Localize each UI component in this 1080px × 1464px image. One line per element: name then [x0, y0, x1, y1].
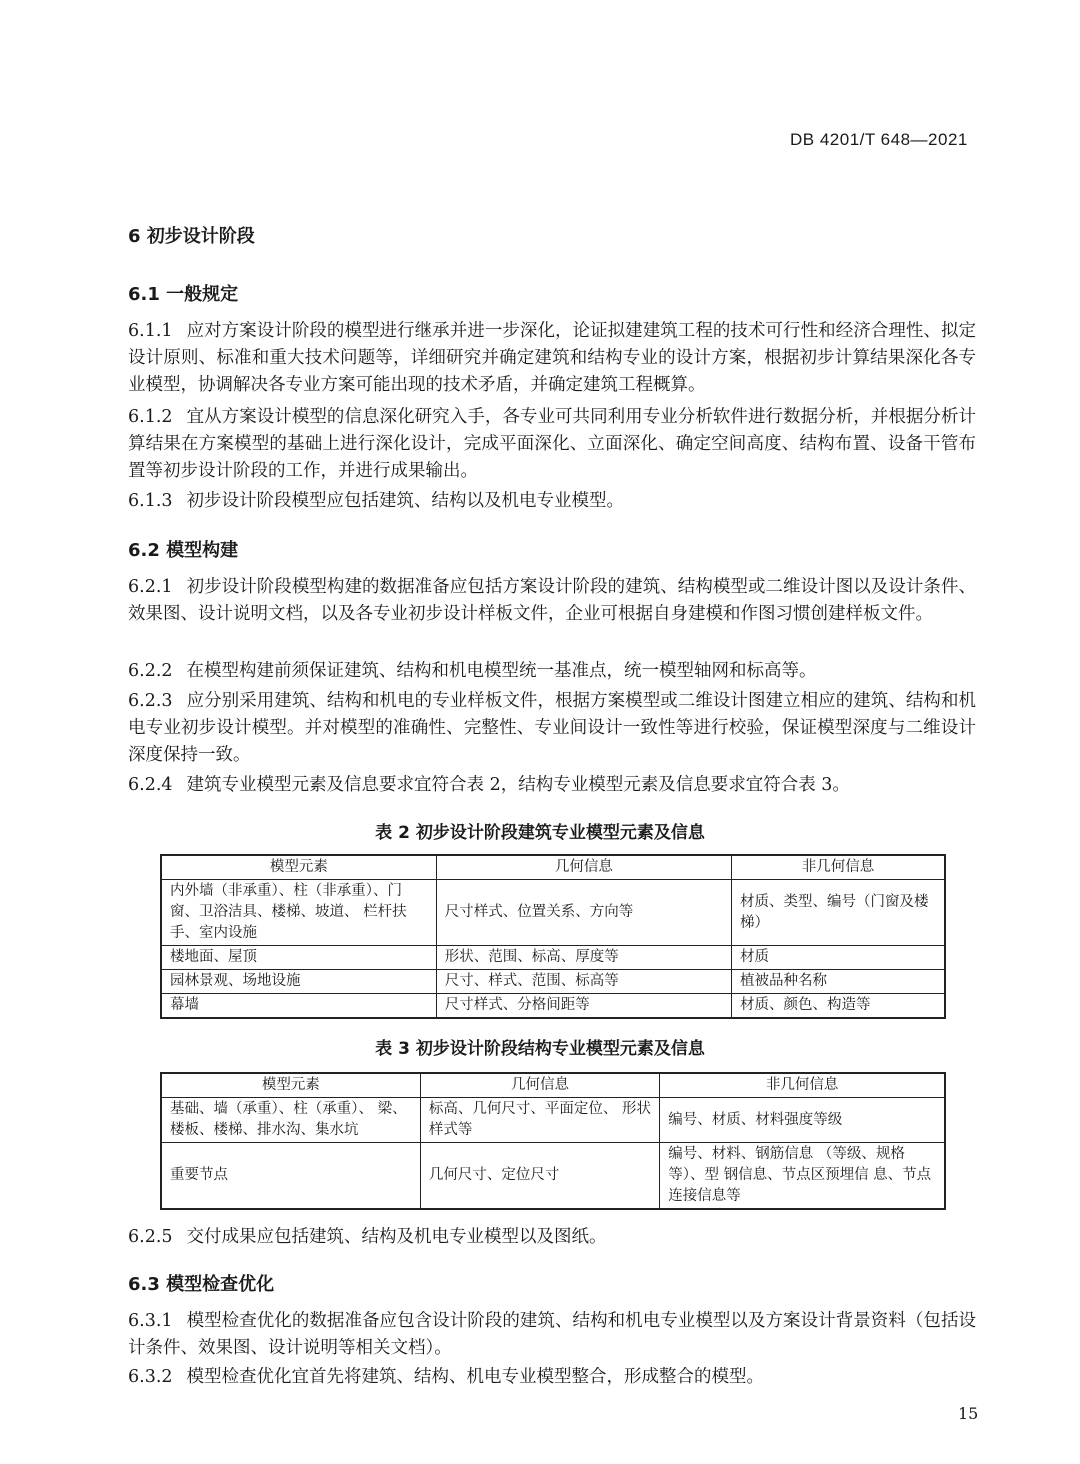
table-cell: 尺寸样式、位置关系、方向等 [436, 880, 731, 946]
column-header: 非几何信息 [660, 1073, 945, 1098]
table-cell: 尺寸样式、分格间距等 [436, 994, 731, 1019]
clause-number: 6.1.3 [128, 491, 173, 511]
table-cell: 形状、范围、标高、厚度等 [436, 946, 731, 970]
clause-text: 初步设计阶段模型构建的数据准备应包括方案设计阶段的建筑、结构模型或二维设计图以及设计条件、效果图、设计说明文档，以及各专业初步设计样板文件，企业可根据自身建模和作图习惯创建样板文件。 [128, 577, 976, 624]
clause-6-2-5 [128, 1224, 976, 1251]
clause-text: 初步设计阶段模型应包括建筑、结构以及机电专业模型。 [186, 491, 625, 511]
column-header: 几何信息 [420, 1073, 659, 1098]
table-cell: 编号、材料、钢筋信息 （等级、规格等）、型 钢信息、节点区预埋信 息、节点连接信息等 [660, 1143, 945, 1210]
clause-6-1-1 [128, 318, 976, 399]
clause-6-2-4 [128, 772, 976, 799]
document-code: DB 4201/T 648—2021 [790, 130, 968, 149]
column-header: 非几何信息 [732, 855, 946, 880]
clause-number: 6.3.1 [128, 1311, 173, 1331]
clause-number: 6.2.2 [128, 661, 173, 681]
column-header: 模型元素 [161, 1073, 420, 1098]
table-header-row [161, 1073, 945, 1098]
clause-6-3-2 [128, 1364, 976, 1391]
table-cell: 基础、墙（承重）、柱（承重）、 梁、楼板、楼梯、排水沟、集水坑 [161, 1098, 420, 1143]
table-cell: 材质、颜色、构造等 [732, 994, 946, 1019]
column-header: 几何信息 [436, 855, 731, 880]
table-cell: 材质 [732, 946, 946, 970]
clause-text: 在模型构建前须保证建筑、结构和机电模型统一基准点，统一模型轴网和标高等。 [186, 661, 817, 681]
clause-text: 模型检查优化宜首先将建筑、结构、机电专业模型整合，形成整合的模型。 [186, 1367, 765, 1387]
table-3 [160, 1072, 946, 1210]
table-row [161, 970, 945, 994]
clause-text: 模型检查优化的数据准备应包含设计阶段的建筑、结构和机电专业模型以及方案设计背景资料（包括设计条件、效果图、设计说明等相关文档）。 [128, 1311, 976, 1358]
table-cell: 内外墙（非承重）、柱（非承重）、门窗、卫浴洁具、楼梯、坡道、 栏杆扶手、室内设施 [161, 880, 436, 946]
table-cell: 幕墙 [161, 994, 436, 1019]
table-cell: 编号、材质、材料强度等级 [660, 1098, 945, 1143]
clause-6-3-1 [128, 1308, 976, 1362]
clause-text: 交付成果应包括建筑、结构及机电专业模型以及图纸。 [186, 1227, 607, 1247]
table-cell: 园林景观、场地设施 [161, 970, 436, 994]
clause-6-2-3 [128, 688, 976, 769]
section-heading-6: 6 初步设计阶段 [128, 226, 255, 247]
clause-6-1-2 [128, 404, 976, 485]
clause-number: 6.2.1 [128, 577, 173, 597]
clause-text: 宜从方案设计模型的信息深化研究入手，各专业可共同利用专业分析软件进行数据分析，并根据分析计算结果在方案模型的基础上进行深化设计，完成平面深化、立面深化、确定空间高度、结构布置、设备干管布置等初步设计阶段的工作，并进行成果输出。 [128, 407, 976, 481]
table-cell: 重要节点 [161, 1143, 420, 1210]
table-row [161, 994, 945, 1019]
table-cell: 尺寸、样式、范围、标高等 [436, 970, 731, 994]
table-cell: 材质、类型、编号（门窗及楼梯） [732, 880, 946, 946]
table-row [161, 880, 945, 946]
clause-number: 6.1.2 [128, 407, 173, 427]
table-cell: 标高、几何尺寸、平面定位、 形状样式等 [420, 1098, 659, 1143]
clause-text: 应分别采用建筑、结构和机电的专业样板文件，根据方案模型或二维设计图建立相应的建筑、结构和机电专业初步设计模型。并对模型的准确性、完整性、专业间设计一致性等进行校验，保证模型深度与二维设计深度保持一致。 [128, 691, 976, 765]
table-cell: 楼地面、屋顶 [161, 946, 436, 970]
clause-6-1-3 [128, 488, 976, 515]
table-2 [160, 854, 946, 1019]
page-number: 15 [958, 1404, 979, 1423]
clause-number: 6.2.4 [128, 775, 173, 795]
section-heading-6-1: 6.1 一般规定 [128, 284, 239, 305]
table-cell: 植被品种名称 [732, 970, 946, 994]
table-row [161, 946, 945, 970]
clause-number: 6.3.2 [128, 1367, 173, 1387]
clause-number: 6.2.3 [128, 691, 173, 711]
table-3-caption: 表 3 初步设计阶段结构专业模型元素及信息 [375, 1039, 705, 1059]
table-row [161, 1143, 945, 1210]
section-heading-6-3: 6.3 模型检查优化 [128, 1274, 275, 1295]
clause-text: 建筑专业模型元素及信息要求宜符合表 2，结构专业模型元素及信息要求宜符合表 3。 [186, 775, 850, 795]
table-header-row [161, 855, 945, 880]
table-row [161, 1098, 945, 1143]
table-cell: 几何尺寸、定位尺寸 [420, 1143, 659, 1210]
column-header: 模型元素 [161, 855, 436, 880]
section-heading-6-2: 6.2 模型构建 [128, 540, 239, 561]
clause-6-2-2 [128, 658, 976, 685]
clause-text: 应对方案设计阶段的模型进行继承并进一步深化，论证拟建建筑工程的技术可行性和经济合理性、拟定设计原则、标准和重大技术问题等，详细研究并确定建筑和结构专业的设计方案，根据初步计算结果深化各专业模型，协调解决各专业方案可能出现的技术矛盾，并确定建筑工程概算。 [128, 321, 976, 395]
table-2-caption: 表 2 初步设计阶段建筑专业模型元素及信息 [375, 823, 705, 843]
clause-number: 6.1.1 [128, 321, 173, 341]
clause-6-2-1 [128, 574, 976, 628]
clause-number: 6.2.5 [128, 1227, 173, 1247]
